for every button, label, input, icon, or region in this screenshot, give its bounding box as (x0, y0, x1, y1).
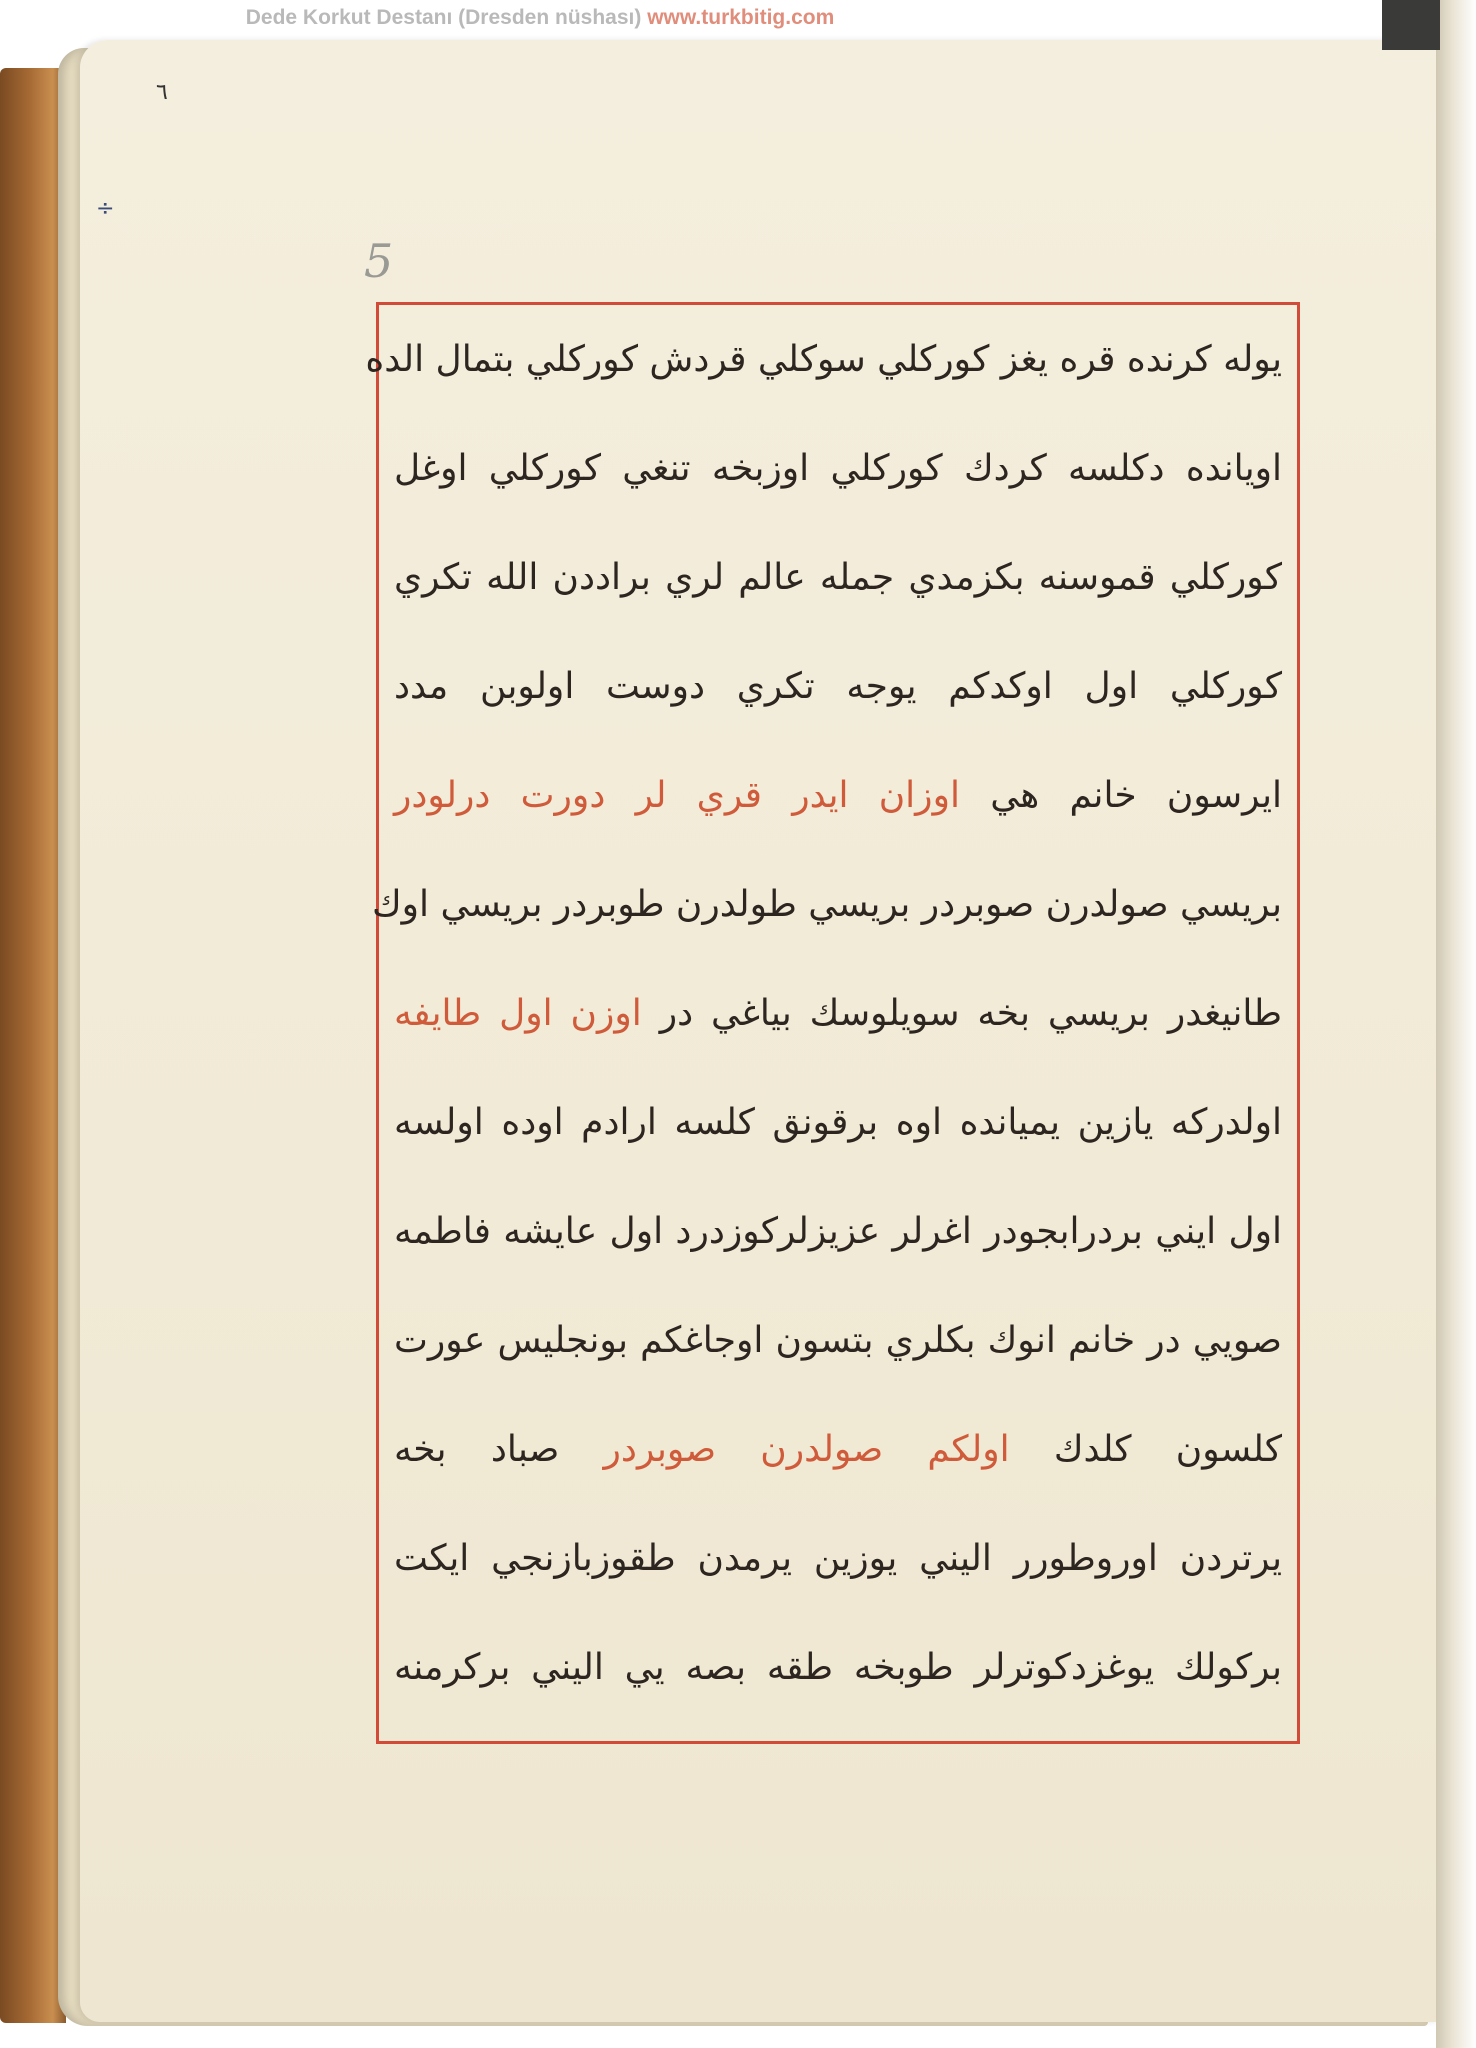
text-line (371, 883, 1300, 992)
rubric-text: اوزن اول طايفه (394, 993, 642, 1034)
watermark-header (0, 0, 1080, 36)
ink-text: يوله كرنده قره يغز كوركلي سوكلي قردش كوركلي بتمال الده (365, 339, 1282, 380)
pencil-page-number: 5 (364, 234, 394, 288)
ink-text: يرتردن اوروطورر اليني يوزين يرمدن طقوزبازنجي ايكت (394, 1538, 1282, 1579)
rubric-text: اولكم صولدرن صوبردر (603, 1429, 1010, 1470)
ink-text: صويي در خانم انوك بكلري بتسون اوجاغكم بونجليس عورت (394, 1320, 1282, 1361)
ink-text: كلسون كلدك (1009, 1429, 1282, 1470)
ink-text: كوركلي قموسنه بكزمدي جمله عالم لري براددن الله تكري (394, 557, 1282, 598)
ink-text: طانيغدر بريسي بخه سويلوسك بياغي در (641, 993, 1283, 1034)
text-line (365, 338, 1300, 447)
folio-number: ٦ (156, 80, 168, 105)
text-line (376, 1101, 1300, 1210)
ink-text: بركولك يوغزدكوترلر طوبخه طقه بصه يي اليني بركرمنه (394, 1647, 1282, 1688)
ink-text: ايرسون خانم هي (959, 775, 1283, 816)
margin-mark: ÷ (96, 196, 115, 221)
text-line (376, 1428, 1300, 1537)
ink-text: اولدركه يازين يميانده اوه برقونق كلسه ارادم اوده اولسه (394, 1102, 1282, 1143)
ink-text: بريسي صولدرن صوبردر بريسي طولدرن طوبردر بريسي اوك (371, 884, 1282, 925)
ink-text: صباد بخه (394, 1429, 604, 1470)
ink-text: اويانده دكلسه كردك كوركلي اوزبخه تنغي كوركلي اوغل (394, 448, 1282, 489)
scan-clip (1382, 0, 1440, 50)
text-line (376, 1210, 1300, 1319)
text-line (376, 665, 1300, 774)
text-line (376, 1646, 1300, 1755)
header-title: Dede Korkut Destanı (Dresden nüshası) (245, 6, 642, 29)
header-site: www.turkbitig.com (647, 6, 835, 29)
text-line (376, 1319, 1300, 1428)
text-line (376, 1537, 1300, 1646)
manuscript-text (365, 338, 1300, 1755)
text-line (376, 556, 1300, 665)
rubric-text: اوزان ايدر قري لر دورت درلودر (394, 775, 960, 816)
text-line (376, 447, 1300, 556)
book-cover-edge (0, 68, 66, 2023)
ink-text: اول ايني بردرابجودر اغرلر عزيزلركوزدرد اول عايشه فاطمه (394, 1211, 1282, 1252)
text-line (376, 992, 1300, 1101)
text-line (376, 774, 1300, 883)
ink-text: كوركلي اول اوكدكم يوجه تكري دوست اولوبن مدد (394, 666, 1282, 707)
facing-page-edge (1436, 0, 1476, 2048)
